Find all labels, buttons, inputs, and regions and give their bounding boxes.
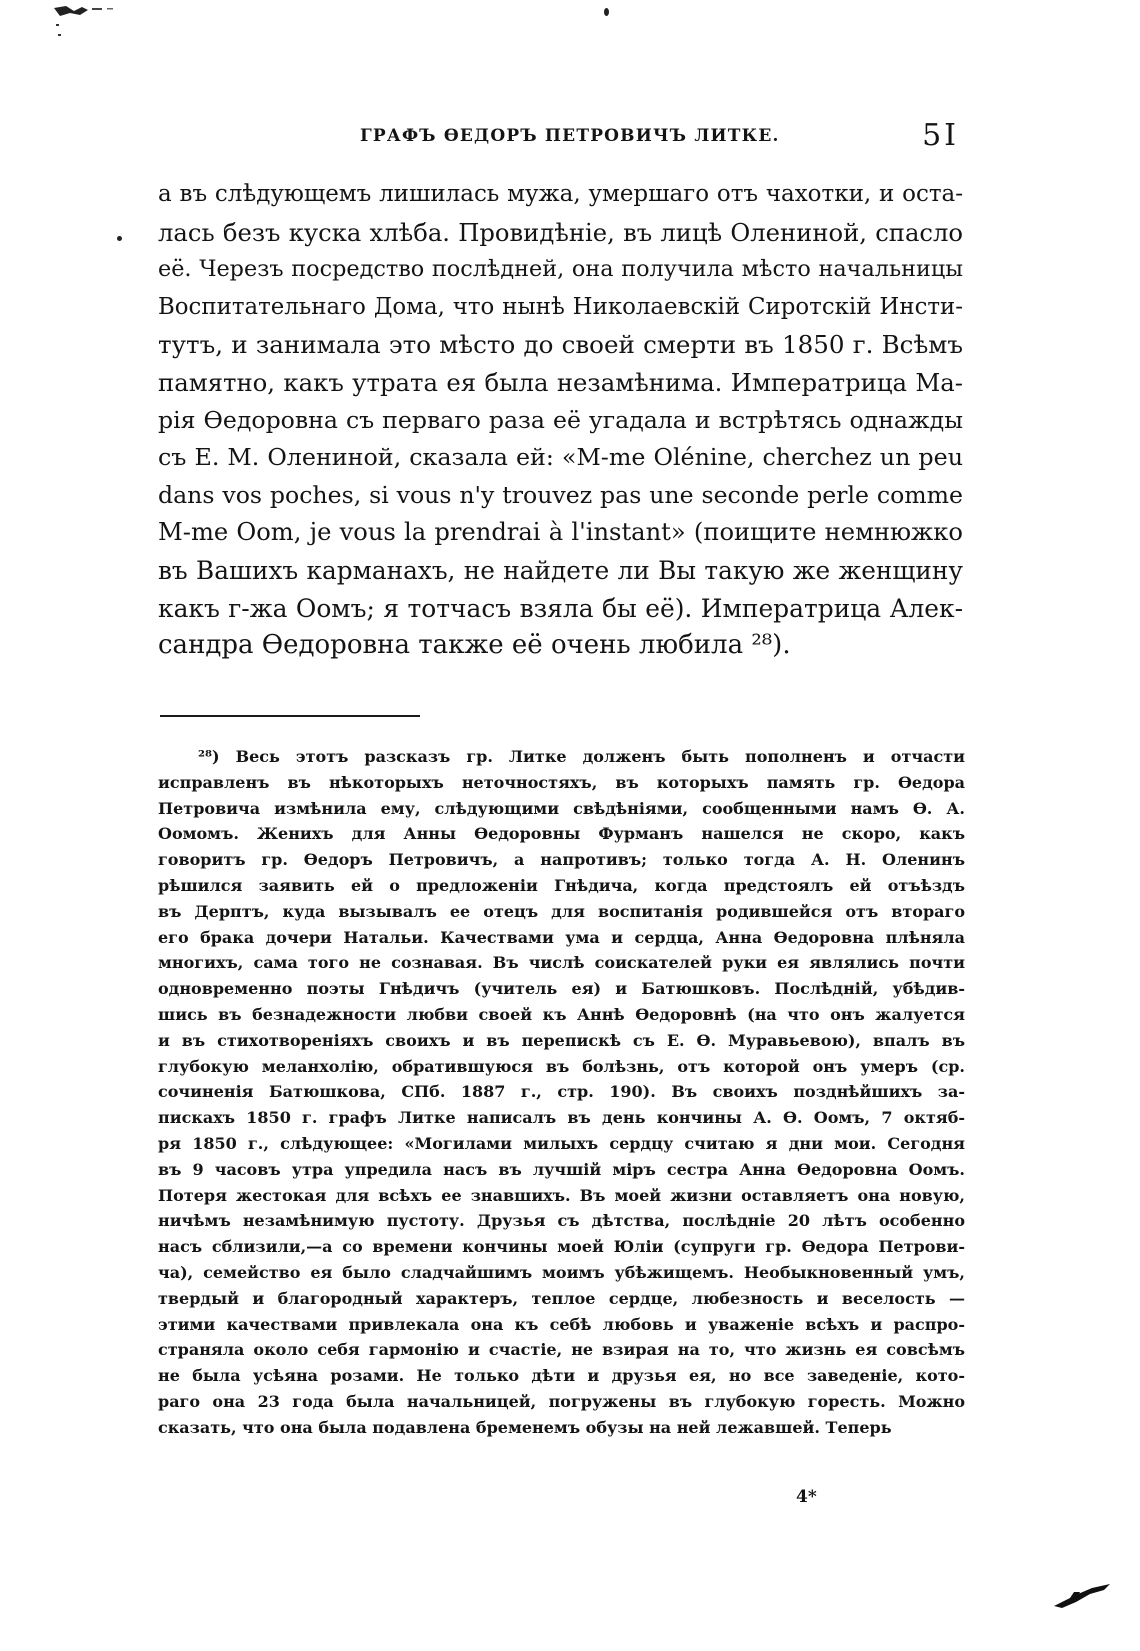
footnote-line: многихъ, сама того не сознавая. Въ числѣ соискателей руки ея являлись почти [158, 953, 965, 973]
footnote-line: его брака дочери Натальи. Качествами ума и сердца, Анна Ѳедоровна плѣняла [158, 927, 965, 947]
footnote-line: Оомомъ. Женихъ для Анны Ѳедоровны Фурманъ нашелся не скоро, какъ [158, 824, 965, 844]
footnote-line: не была усѣяна розами. Не только дѣти и друзья ея, но все заведеніе, кото- [158, 1366, 965, 1386]
footnote-line: этими качествами привлекала она къ себѣ любовь и уваженіе всѣхъ и распро- [158, 1314, 965, 1334]
footnote-line: Петровича измѣнила ему, слѣдующими свѣдѣніями, сообщенными намъ Ѳ. А. [158, 798, 965, 818]
footnote-line: Потеря жестокая для всѣхъ ее знавшихъ. Въ моей жизни оставляетъ она новую, [158, 1185, 965, 1205]
footnote-line: твердый и благородный характеръ, теплое сердце, любезность и веселость — [158, 1288, 965, 1308]
footnote-line: исправленъ въ нѣкоторыхъ неточностяхъ, въ которыхъ память гр. Ѳедора [158, 772, 965, 792]
running-title: ГРАФЪ ѲЕДОРЪ ПЕТРОВИЧЪ ЛИТКЕ. [360, 126, 780, 146]
ink-smudge-top-left [52, 2, 122, 42]
footnote-line: глубокую меланхолію, обратившуюся въ болѣзнь, отъ которой онъ умеръ (ср. [158, 1056, 965, 1076]
text-line: её. Черезъ посредство послѣдней, она получила мѣсто начальницы [158, 256, 963, 283]
text-line: рія Ѳедоровна съ перваго раза её угадала и встрѣтясь однажды [158, 405, 963, 434]
text-line: съ Е. М. Олениной, сказала ей: «M-me Olénine, cherchez un peu [158, 443, 963, 472]
text-line: Воспитательнаго Дома, что нынѣ Николаевскій Сиротскій Инсти- [158, 293, 963, 320]
footnote-line: ря 1850 г., слѣдующее: «Могилами милыхъ сердцу считаю я дни мои. Сегодня [158, 1133, 965, 1153]
footnote-line: раго она 23 года была начальницей, погружены въ глубокую горесть. Можно [158, 1391, 965, 1411]
footnote-line: ничѣмъ незамѣнимую пустоту. Друзья съ дѣтства, послѣдніе 20 лѣтъ особенно [158, 1211, 965, 1231]
footnote [158, 744, 965, 1441]
footnote-line: ча), семейство ея было сладчайшимъ моимъ убѣжищемъ. Необыкновенный умъ, [158, 1262, 965, 1282]
footnote-line: въ Дерптъ, куда вызывалъ ее отецъ для воспитанія родившейся отъ втораго [158, 901, 965, 921]
footnote-line: сочиненія Батюшкова, СПб. 1887 г., стр. 190). Въ своихъ позднѣйшихъ за- [158, 1082, 965, 1102]
running-header [160, 116, 963, 160]
top-speck [604, 8, 609, 16]
footnote-line: въ 9 часовъ утра упредила насъ въ лучшій міръ сестра Анна Ѳедоровна Оомъ. [158, 1159, 965, 1179]
text-line: dans vos poches, si vous n'y trouvez pas une seconde perle comme [158, 480, 963, 509]
text-line: памятно, какъ утрата ея была незамѣнима. Императрица Ма- [158, 367, 963, 397]
footnote-line: пискахъ 1850 г. графъ Литке написалъ въ день кончины А. Ѳ. Оомъ, 7 октяб- [158, 1108, 965, 1128]
footnote-line: одновременно поэты Гнѣдичъ (учитель ея) и Батюшковъ. Послѣдній, убѣдив- [158, 979, 965, 999]
page-number: 5I [922, 118, 959, 153]
footnote-line: ²⁸) Весь этотъ разсказъ гр. Литке долженъ быть пополненъ и отчасти [198, 747, 965, 766]
footnote-line: сказать, что она была подавлена бременемъ обузы на ней лежавшей. Теперь [158, 1417, 892, 1437]
text-line: какъ г-жа Оомъ; я тотчасъ взяла бы её). Императрица Алек- [158, 593, 963, 623]
footnote-line: говоритъ гр. Ѳедоръ Петровичъ, а напротивъ; только тогда А. Н. Оленинъ [158, 850, 965, 870]
text-line: а въ слѣдующемъ лишилась мужа, умершаго отъ чахотки, и оста- [158, 181, 963, 207]
footnote-line: и въ стихотвореніяхъ своихъ и въ перепискѣ съ Е. Ѳ. Муравьевою), впалъ въ [158, 1030, 965, 1050]
footnote-line: страняла около себя гармонію и счастіе, не взирая на то, что жизнь ея совсѣмъ [158, 1340, 965, 1360]
footnote-line: насъ сблизили,—а со времени кончины моей Юліи (супруги гр. Ѳедора Петрови- [158, 1237, 965, 1257]
text-line: лась безъ куска хлѣба. Провидѣніе, въ лицѣ Олениной, спасло [158, 217, 963, 247]
margin-speck [117, 236, 122, 241]
text-line: въ Вашихъ карманахъ, не найдете ли Вы такую же женщину [158, 555, 963, 585]
footnote-divider [160, 715, 420, 717]
main-paragraph [158, 176, 963, 665]
ink-smudge-bottom-right [1052, 1578, 1116, 1610]
text-line: тутъ, и занимала это мѣсто до своей смерти въ 1850 г. Всѣмъ [158, 330, 963, 360]
footnote-line: рѣшился заявить ей о предложеніи Гнѣдича, когда предстоялъ ей отъѣздъ [158, 875, 965, 895]
signature-mark: 4* [796, 1487, 817, 1507]
footnote-line: шись въ безнадежности любви своей къ Аннѣ Ѳедоровнѣ (на что онъ жалуется [158, 1004, 965, 1024]
text-line: сандра Ѳедоровна также её очень любила ²⁸). [158, 630, 791, 661]
text-line: M-me Oom, je vous la prendrai à l'instant» (поищите немнюжко [158, 518, 963, 547]
